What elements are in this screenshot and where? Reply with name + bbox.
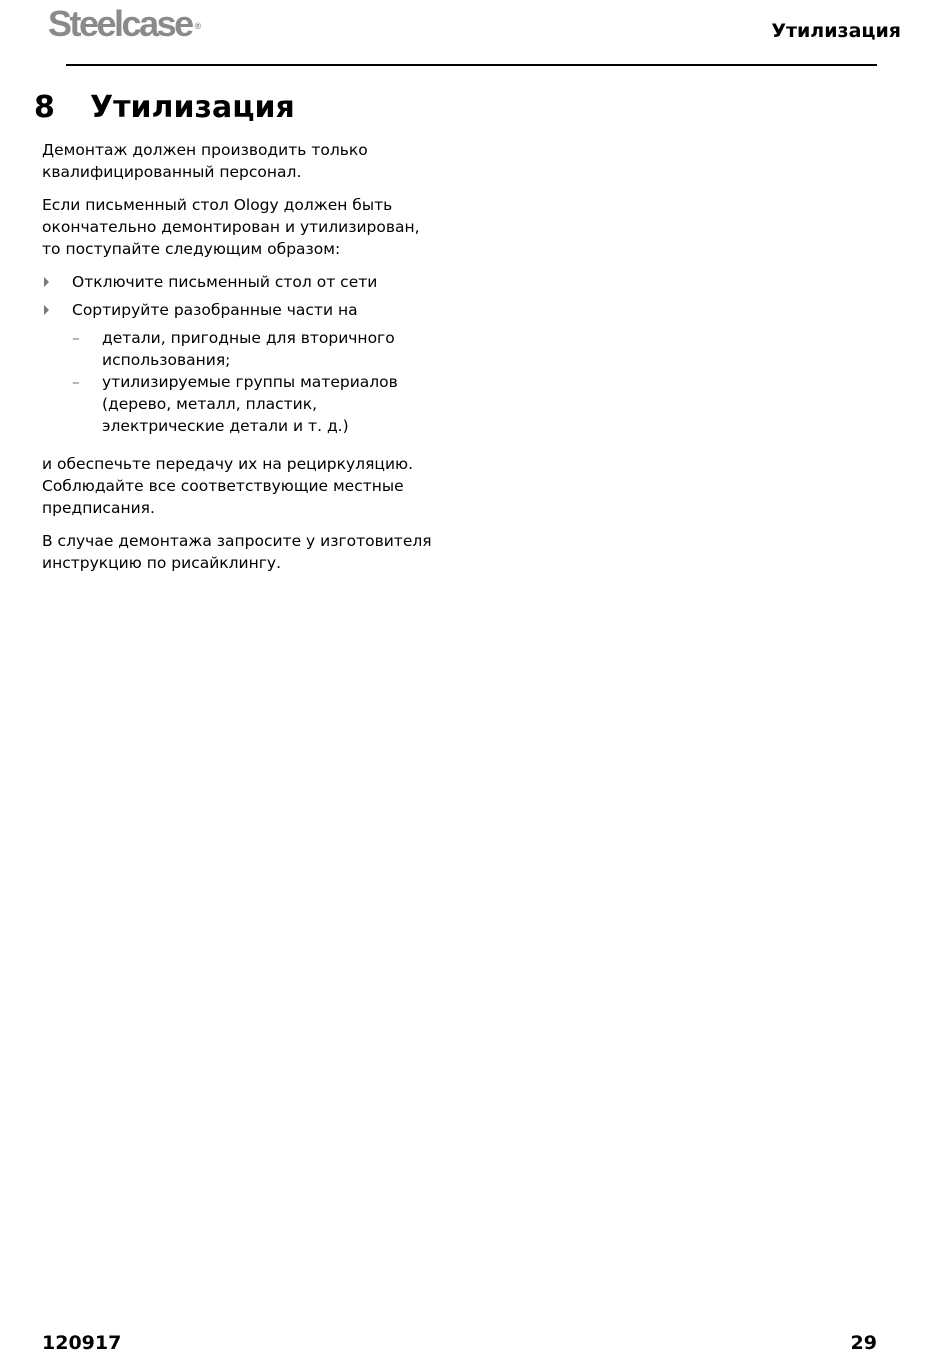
paragraph-intro: Если письменный стол Ology должен быть окончательно демонтирован и утилизирован, то поступайте следующим образом:	[42, 196, 420, 258]
registered-mark: ®	[194, 21, 202, 31]
chapter-heading	[34, 88, 295, 128]
triangle-bullet-icon	[44, 277, 49, 287]
dash-bullet: –	[72, 329, 80, 347]
paragraph-recycling: и обеспечьте передачу их на рециркуляцию. Соблюдайте все соответствующие местные предписания.	[42, 455, 414, 517]
body-content	[42, 139, 442, 585]
sub-list-item	[72, 327, 442, 371]
list-item-text: Сортируйте разобранные части на	[72, 301, 358, 319]
running-header-title: Утилизация	[771, 20, 901, 42]
paragraph-manufacturer-instructions: В случае демонтажа запросите у изготовителя инструкцию по рисайклингу.	[42, 532, 432, 572]
header-divider	[66, 64, 877, 66]
steps-list	[42, 271, 442, 437]
steelcase-logo	[48, 3, 202, 44]
list-item-text: Отключите письменный стол от сети	[72, 273, 378, 291]
document-number: 120917	[42, 1332, 122, 1354]
paragraph-qualified-personnel: Демонтаж должен производить только квалифицированный персонал.	[42, 141, 368, 181]
logo-text: Steelcase	[48, 3, 192, 44]
list-item	[42, 271, 442, 293]
sub-list-item-text: утилизируемые группы материалов (дерево, металл, пластик, электрические детали и т. д.)	[102, 373, 398, 435]
sub-list-item-text: детали, пригодные для вторичного использования;	[102, 329, 395, 369]
sub-list	[72, 327, 442, 437]
page-number: 29	[850, 1332, 877, 1354]
list-item	[42, 299, 442, 437]
triangle-bullet-icon	[44, 305, 49, 315]
chapter-number: 8	[34, 90, 55, 125]
dash-bullet: –	[72, 373, 80, 391]
sub-list-item	[72, 371, 442, 437]
chapter-title: Утилизация	[90, 90, 295, 125]
